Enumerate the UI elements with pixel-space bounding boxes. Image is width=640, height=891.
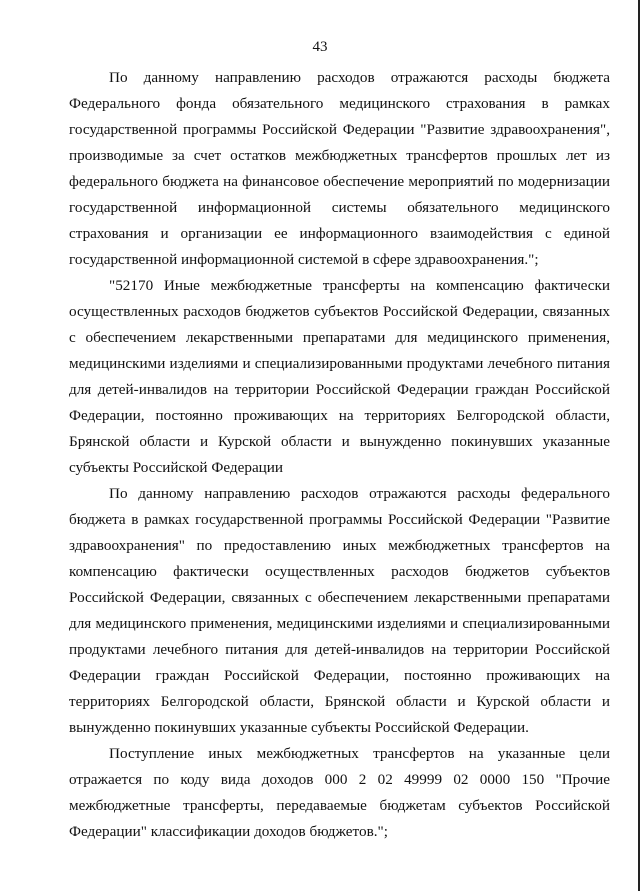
page-number: 43 xyxy=(312,39,328,55)
paragraph-4: Поступление иных межбюджетных трансфертов на указанные цели отражается по коду вида доходов 000 2 02 49999 02 0000 150 "Прочие межбюджетные трансферты, передаваемые бюджетам субъектов Российской Федерации" классификации доходов бюджетов."; xyxy=(69,745,610,840)
paragraph-2: "52170 Иные межбюджетные трансферты на компенсацию фактически осуществленных расходов бюджетов субъектов Российской Федерации, связанных с обеспечением лекарственными препаратами для медицинского применения, медицинскими изделиями и специализированными продуктами лечебного питания для детей-инвалидов на территории Российской Федерации граждан Российской Федерации, постоянно проживающих на территориях Белгородской области, Брянской области и Курской области и вынужденно покинувших указанные субъекты Российской Федерации xyxy=(69,277,610,476)
document-body xyxy=(69,65,610,845)
paragraph-1: По данному направлению расходов отражаются расходы бюджета Федерального фонда обязательного медицинского страхования в рамках государственной программы Российской Федерации "Развитие здравоохранения", производимые за счет остатков межбюджетных трансфертов прошлых лет из федерального бюджета на финансовое обеспечение мероприятий по модернизации государственной информационной системы обязательного медицинского страхования и организации ее информационного взаимодействия с единой государственной информационной системой в сфере здравоохранения."; xyxy=(69,69,610,268)
paragraph-3: По данному направлению расходов отражаются расходы федерального бюджета в рамках государственной программы Российской Федерации "Развитие здравоохранения" по предоставлению иных межбюджетных трансфертов на компенсацию фактически осуществленных расходов бюджетов субъектов Российской Федерации, связанных с обеспечением лекарственными препаратами для медицинского применения, медицинскими изделиями и специализированными продуктами лечебного питания для детей-инвалидов на территории Российской Федерации граждан Российской Федерации, постоянно проживающих на территориях Белгородской области, Брянской области и Курской области и вынужденно покинувших указанные субъекты Российской Федерации. xyxy=(69,485,610,736)
